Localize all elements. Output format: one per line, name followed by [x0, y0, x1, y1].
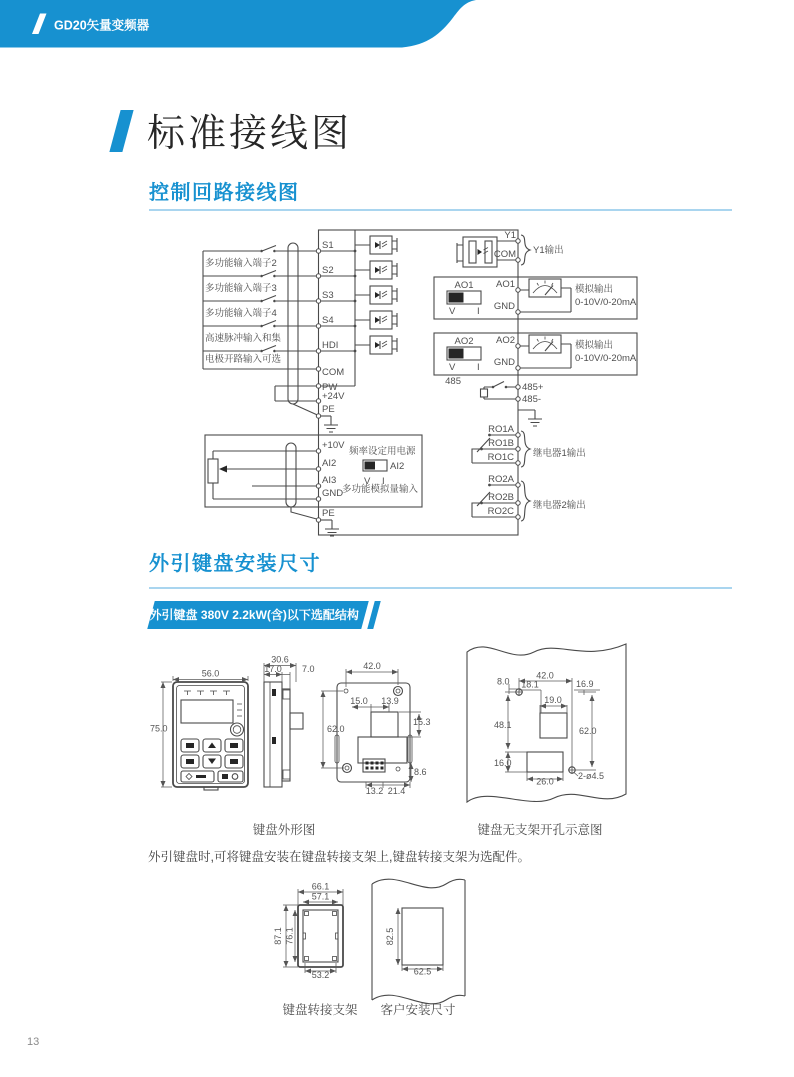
terminal-pe2: PE — [322, 508, 335, 519]
dim-bracket-w2: 57.1 — [311, 891, 330, 902]
dim-back-height: 62.0 — [327, 724, 345, 734]
relay2-label: 继电器2输出 — [533, 500, 586, 511]
control-wiring-diagram — [190, 222, 650, 546]
relay1-label: 继电器1输出 — [533, 448, 586, 459]
terminal-gnd: GND — [493, 357, 515, 368]
keypad-note: 外引键盘时,可将键盘安装在键盘转接支架上,键盘转接支架为选配件。 — [148, 850, 530, 864]
keypad-knob — [231, 723, 244, 736]
dim-front-height: 75.0 — [150, 723, 168, 734]
dim-cutout-e: 48.1 — [494, 720, 512, 730]
optocoupler-icon — [370, 336, 397, 354]
switch-v-label: V — [449, 362, 456, 373]
terminal-ai3: AI3 — [322, 475, 337, 486]
product-name: GD20矢量变频器 — [54, 18, 150, 33]
terminal-gnd: GND — [322, 488, 344, 499]
y1-output-label: Y1输出 — [533, 245, 564, 256]
dim-cutout-c: 16.9 — [576, 679, 594, 689]
dim-bracket-h1: 87.1 — [273, 927, 283, 945]
ao2-output-section — [434, 333, 637, 375]
page-title: 标准接线图 — [147, 113, 353, 155]
keypad-side-view — [264, 655, 315, 788]
dim-back-f: 21.4 — [387, 786, 406, 796]
shielded-cable-icon — [286, 443, 296, 507]
customer-install-view — [372, 879, 465, 1004]
terminal-ro2c: RO2C — [487, 506, 514, 517]
ai2-switch-label: AI2 — [390, 461, 405, 472]
optocoupler-icon — [370, 286, 397, 304]
up-arrow-icon — [208, 743, 216, 749]
dim-cutout-a: 18.1 — [521, 679, 539, 690]
terminal-ao2: AO2 — [495, 335, 515, 346]
rs485-label: 485 — [445, 376, 461, 387]
optocoupler-icon — [370, 236, 397, 254]
dim-back-e: 13.2 — [365, 786, 384, 796]
switch-i-label: I — [382, 476, 385, 487]
terminal-pe: PE — [322, 404, 335, 415]
shielded-cable-icon — [288, 243, 298, 404]
brace-icon — [521, 431, 530, 467]
ao1-output-section — [434, 277, 637, 319]
analog-input-section — [205, 435, 422, 536]
dim-side-b: 7.0 — [302, 663, 315, 674]
switch-i-label: I — [477, 362, 480, 373]
section-rule — [149, 209, 732, 211]
input-label: 高速脉冲输入和集 — [205, 333, 282, 344]
caption-customer-install: 客户安装尺寸 — [380, 1003, 456, 1017]
dim-bracket-w3: 53.2 — [311, 970, 330, 980]
keypad-banner-label: 外引键盘 380V 2.2kW(含)以下选配结构图 — [149, 608, 359, 650]
caption-panel-cutout: 键盘无支架开孔示意图 — [477, 823, 603, 837]
ao2-title: AO2 — [454, 336, 474, 347]
adapter-bracket-view — [273, 882, 343, 981]
terminal-ro2b: RO2B — [488, 492, 514, 503]
input-label: 多功能输入端子3 — [205, 283, 277, 294]
brace-icon — [521, 481, 530, 521]
terminal-y1: Y1 — [504, 230, 516, 241]
dim-front-width: 56.0 — [201, 668, 220, 679]
dim-install-h: 82.5 — [385, 927, 395, 946]
input-label: 多功能输入端子4 — [205, 308, 277, 319]
ao1-title: AO1 — [454, 280, 474, 291]
dim-cutout-d: 19.0 — [544, 695, 562, 705]
bracket-dimension-drawing — [266, 876, 482, 1022]
dim-back-c: 15.3 — [413, 717, 431, 727]
section-heading-wiring: 控制回路接线图 — [149, 182, 300, 204]
input-label: 多功能输入端子2 — [205, 258, 277, 269]
keypad-front-view — [150, 669, 248, 791]
digital-input-section — [203, 230, 397, 432]
analog-output-range: 0-10V/0-20mA — [575, 297, 637, 308]
resistor-icon — [481, 389, 488, 397]
dim-cutout-g: 26.0 — [536, 776, 554, 787]
vi-switch-icon — [447, 291, 481, 304]
slash-icon — [109, 110, 133, 152]
keypad-dimension-drawing — [140, 638, 650, 840]
input-label: 电极开路输入可选 — [205, 354, 282, 365]
terminal-s2: S2 — [322, 265, 334, 276]
meter-icon — [529, 279, 561, 297]
dim-install-w: 62.5 — [413, 966, 432, 977]
run-key-icon — [186, 774, 192, 780]
relay2-output-section — [472, 474, 586, 521]
terminal-y1-com: COM — [493, 249, 516, 260]
terminal-s3: S3 — [322, 290, 334, 301]
dim-cutout-f: 16.0 — [494, 758, 512, 768]
caption-adapter-bracket: 键盘转接支架 — [282, 1003, 358, 1017]
terminal-s4: S4 — [322, 315, 334, 326]
down-arrow-icon — [208, 759, 216, 765]
ground-icon — [324, 416, 338, 432]
caption-keypad-outline: 键盘外形图 — [252, 823, 316, 837]
terminal-ao1: AO1 — [495, 279, 515, 290]
dim-back-d: 8.6 — [414, 767, 427, 777]
dim-side-total: 30.6 — [271, 654, 289, 665]
terminal-485-minus: 485- — [522, 394, 542, 405]
dim-bracket-h2: 76.1 — [284, 927, 295, 945]
dim-cutout-b: 8.0 — [497, 676, 510, 687]
terminal-ro2a: RO2A — [488, 474, 514, 485]
terminal-ai2: AI2 — [322, 458, 337, 469]
terminal-com: COM — [322, 367, 345, 378]
ground-icon — [528, 410, 542, 426]
dim-bracket-w1: 66.1 — [311, 881, 330, 892]
jumper-link — [275, 386, 319, 401]
panel-cutout-view — [467, 644, 626, 802]
keypad-banner — [147, 601, 369, 650]
dim-back-b: 13.9 — [381, 696, 399, 706]
connector-icon — [363, 759, 385, 772]
relay1-output-section — [472, 424, 586, 467]
potentiometer-icon — [208, 459, 218, 483]
terminal-hdi: HDI — [322, 340, 339, 351]
multi-analog-label: 多功能模拟量输入 — [342, 484, 419, 495]
terminal-pw: PW — [322, 382, 338, 393]
optocoupler-icon — [370, 311, 397, 329]
header-banner — [0, 0, 480, 50]
switch-i-label: I — [477, 306, 480, 317]
y1-output-section — [457, 230, 564, 267]
switch-v-label: V — [449, 306, 456, 317]
vi-switch-icon — [447, 347, 481, 360]
dim-back-width: 42.0 — [363, 661, 381, 671]
meter-icon — [529, 335, 561, 353]
dim-cutout-w: 42.0 — [536, 670, 554, 681]
supply-label: 频率设定用电源 — [349, 446, 416, 457]
terminal-10v: +10V — [322, 440, 345, 451]
keypad-back-view — [321, 661, 431, 796]
terminal-ro1a: RO1A — [488, 424, 514, 435]
dim-side-a: 17.0 — [264, 663, 282, 674]
terminal-ro1b: RO1B — [488, 438, 514, 449]
terminal-s1: S1 — [322, 240, 334, 251]
switch-v-label: V — [364, 476, 371, 487]
dim-cutout-holes: 2-ø4.5 — [578, 771, 605, 781]
page-number: 13 — [27, 1036, 40, 1048]
terminal-24v: +24V — [322, 391, 345, 402]
keypad-display — [181, 700, 233, 723]
rs485-section — [445, 376, 544, 426]
optocoupler-icon — [370, 261, 397, 279]
terminal-ro1c: RO1C — [487, 452, 514, 463]
analog-output-range: 0-10V/0-20mA — [575, 353, 637, 364]
terminal-485-plus: 485+ — [522, 382, 544, 393]
section-rule — [149, 587, 732, 589]
terminal-gnd: GND — [493, 301, 515, 312]
dim-back-a: 15.0 — [350, 696, 368, 706]
brace-icon — [521, 235, 530, 265]
dim-cutout-h: 62.0 — [579, 726, 597, 736]
section-heading-keypad: 外引键盘安装尺寸 — [149, 553, 321, 575]
ground-icon — [325, 520, 339, 536]
analog-output-label: 模拟输出 — [575, 284, 614, 295]
banner-stripe — [367, 601, 381, 629]
analog-output-label: 模拟输出 — [575, 340, 614, 351]
